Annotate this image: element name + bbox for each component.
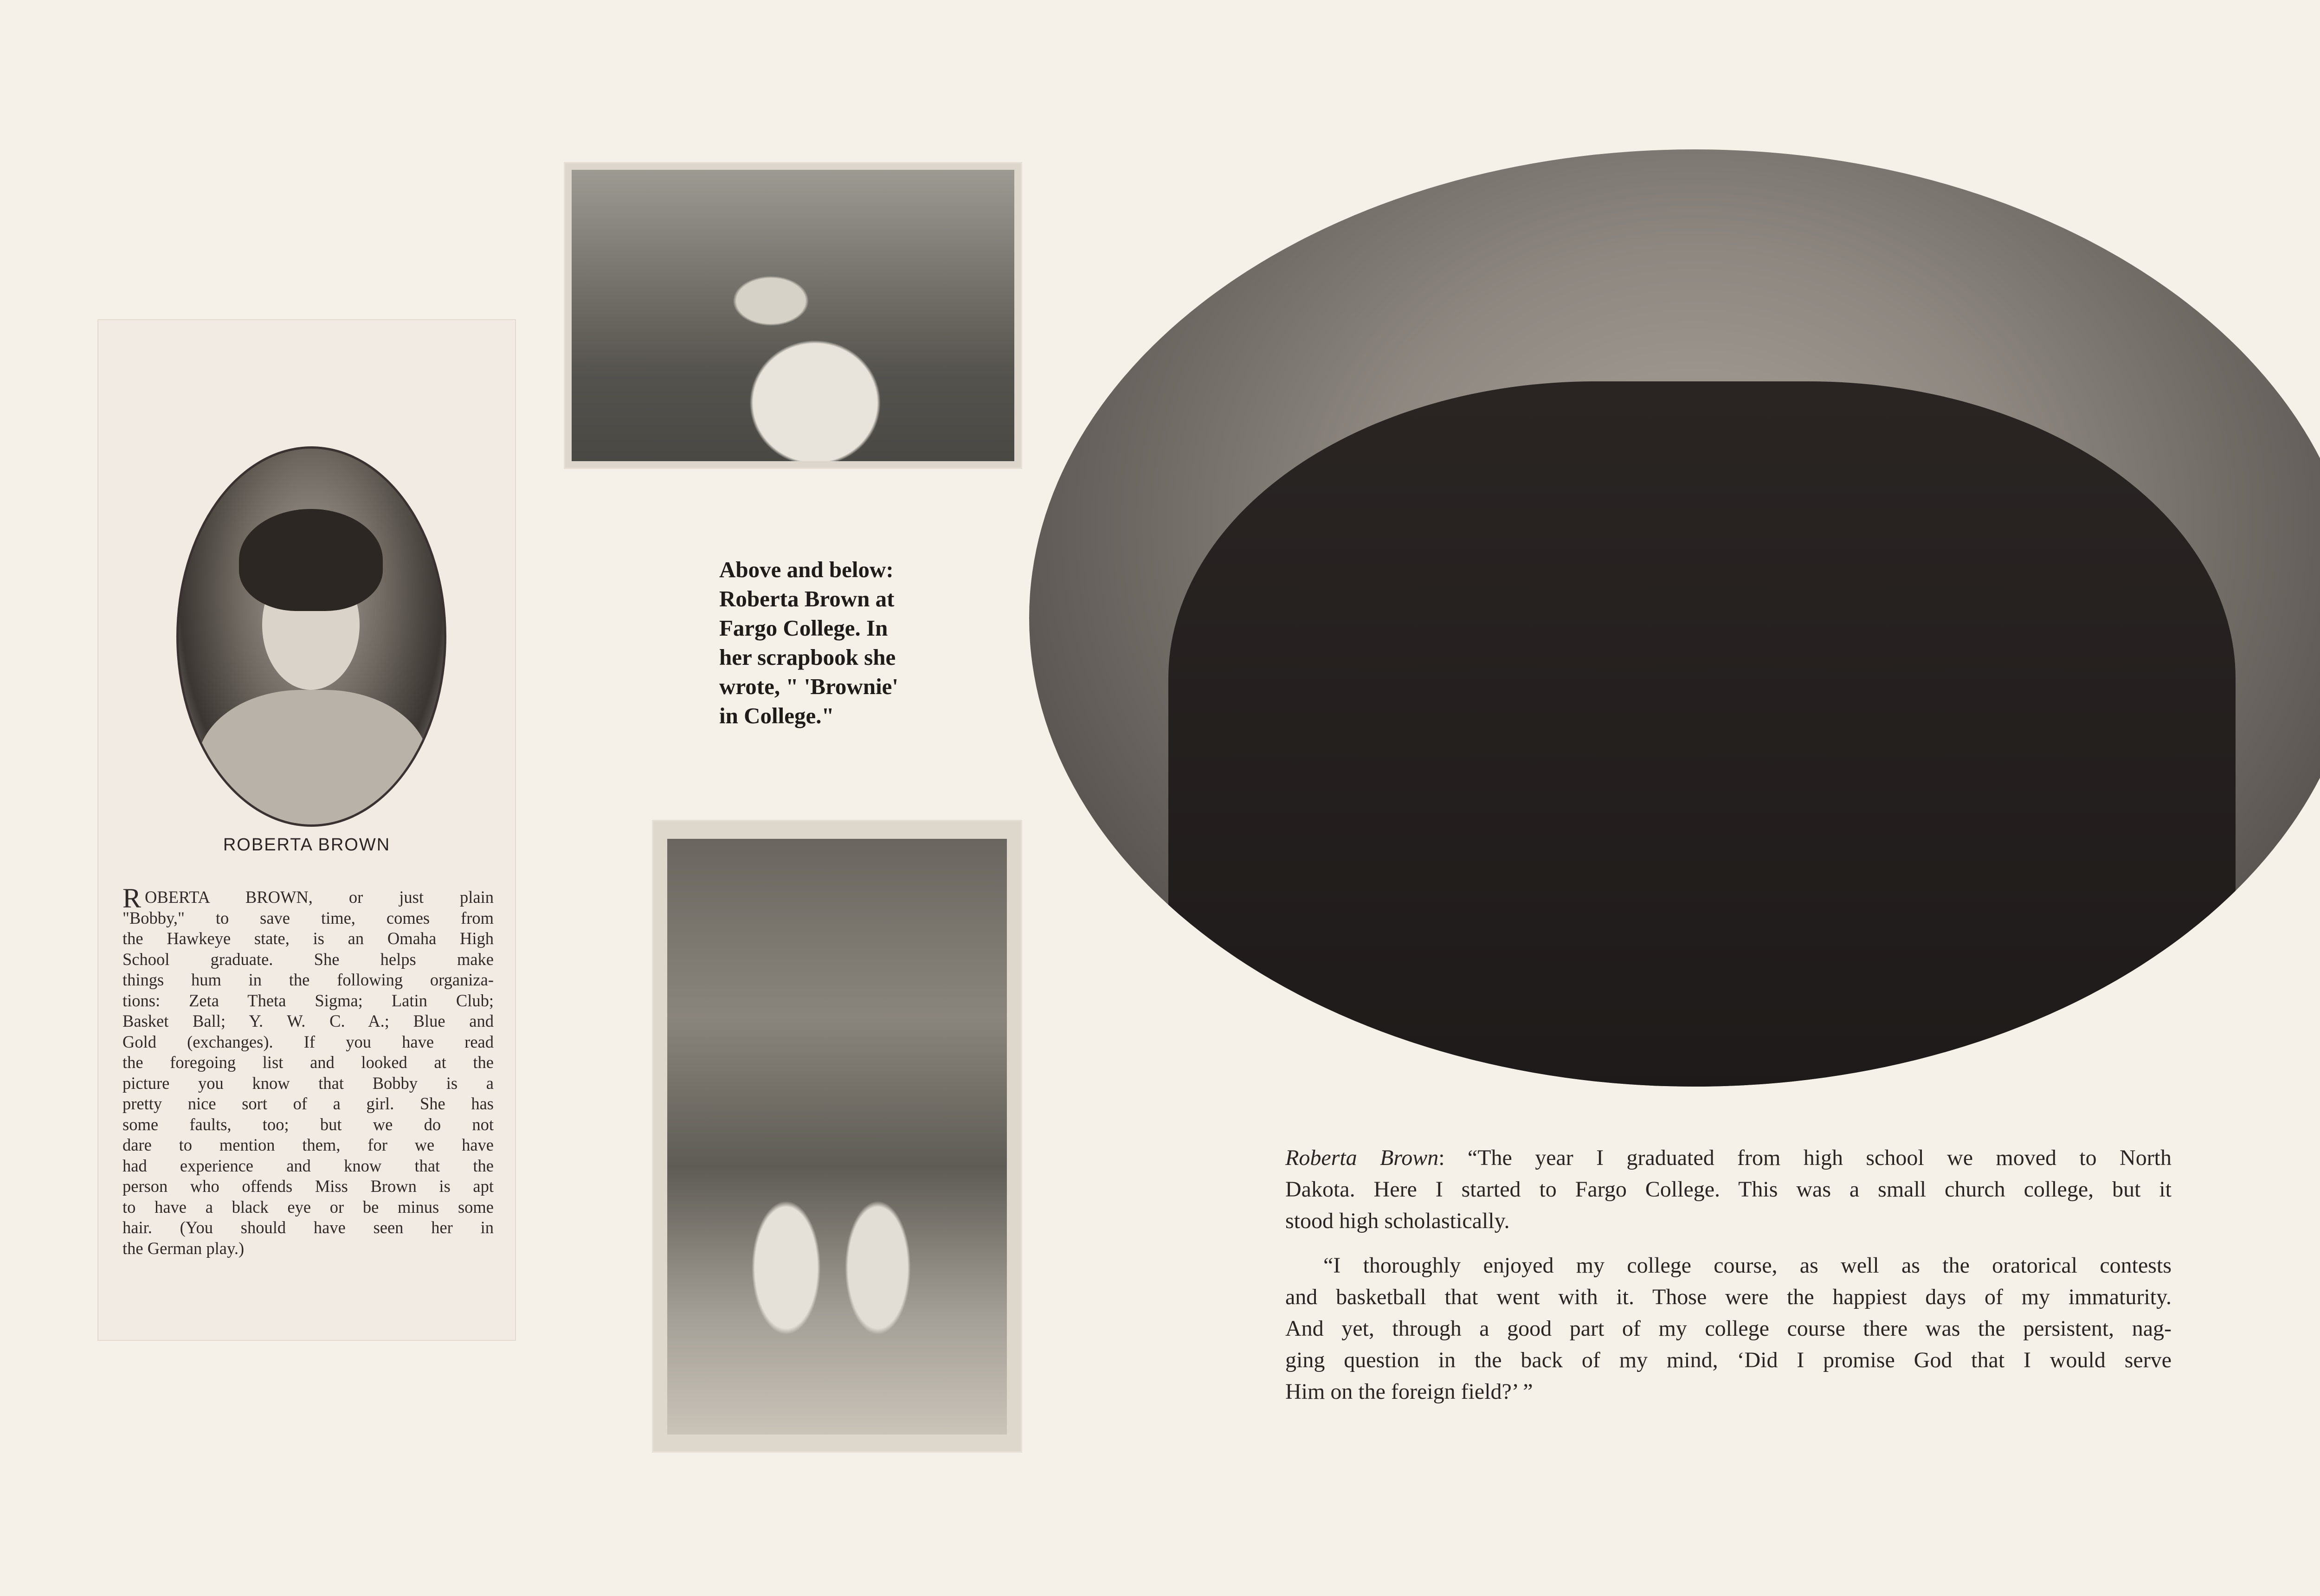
portrait-caption: ROBERTA BROWN [223, 835, 391, 855]
clip-line: picture you know that Bobby is a [122, 1073, 494, 1093]
portrait-photo [176, 446, 446, 827]
middle-caption [719, 555, 960, 730]
campus-bench-photo [653, 821, 1021, 1451]
quote-line: and basketball that went with it. Those were the happiest days of my immaturity. [1285, 1285, 2172, 1309]
clip-line: hair. (You should have seen her in [122, 1218, 494, 1237]
clip-line: OBERTA BROWN, or just plain [145, 888, 494, 907]
graduation-gowns [1168, 381, 2236, 1087]
clip-line: some faults, too; but we do not [122, 1114, 494, 1134]
graduation-group-photo [1029, 149, 2320, 1087]
clip-line: to have a black eye or be minus some [122, 1197, 494, 1216]
clip-line: the Hawkeye state, is an Omaha High [122, 929, 494, 948]
clipping-text [122, 883, 494, 1259]
quote-line [1285, 1142, 2172, 1174]
clip-line: Basket Ball; Y. W. C. A.; Blue and [122, 1011, 494, 1030]
newspaper-clipping [98, 320, 515, 1340]
clip-line: pretty nice sort of a girl. She has [122, 1094, 494, 1113]
clip-line: dare to mention them, for we have [122, 1135, 494, 1154]
caption-line: wrote, " 'Brownie' [719, 674, 899, 699]
campus-photo-image [667, 839, 1007, 1435]
caption-line: Roberta Brown at [719, 586, 895, 611]
clip-line: tions: Zeta Theta Sigma; Latin Club; [122, 991, 494, 1010]
caption-line: Above and below: [719, 557, 894, 582]
clip-line: person who offends Miss Brown is apt [122, 1177, 494, 1196]
quote-paragraph-2 [1285, 1250, 2172, 1408]
portrait-blouse [197, 690, 429, 827]
clip-line: Gold (exchanges). If you have read [122, 1032, 494, 1051]
caption-line: in College." [719, 703, 834, 728]
clip-line: things hum in the following organiza- [122, 970, 494, 989]
quote-line: ging question in the back of my mind, ‘Did I promise God that I would serve [1285, 1348, 2172, 1372]
caption-line: Fargo College. In [719, 615, 888, 641]
clip-line: "Bobby," to save time, comes from [122, 908, 494, 927]
quote-speaker: Roberta Brown [1285, 1146, 1439, 1170]
garden-photo-image [572, 170, 1014, 461]
quote-line: stood high scholastically. [1285, 1209, 1510, 1233]
quote-line: “I thoroughly enjoyed my college course, as well as the oratorical contests [1323, 1253, 2172, 1278]
quote-text: : “The year I graduated from high school we moved to North [1438, 1146, 2172, 1170]
quote-block [1285, 1142, 2172, 1408]
caption-line: her scrapbook she [719, 644, 896, 670]
clip-line: the German play.) [122, 1238, 245, 1258]
clip-line: had experience and know that the [122, 1156, 494, 1175]
quote-line: And yet, through a good part of my college course there was the persistent, nag- [1285, 1316, 2172, 1341]
clip-line: the foregoing list and looked at the [122, 1053, 494, 1072]
drop-cap: R [122, 883, 142, 914]
portrait-hair [239, 509, 383, 611]
quote-line: Dakota. Here I started to Fargo College. This was a small church college, but it [1285, 1177, 2172, 1202]
garden-group-photo [565, 163, 1021, 468]
clip-line: School graduate. She helps make [122, 949, 494, 969]
quote-paragraph-1 [1285, 1142, 2172, 1237]
quote-line: Him on the foreign field?’ ” [1285, 1379, 1533, 1404]
